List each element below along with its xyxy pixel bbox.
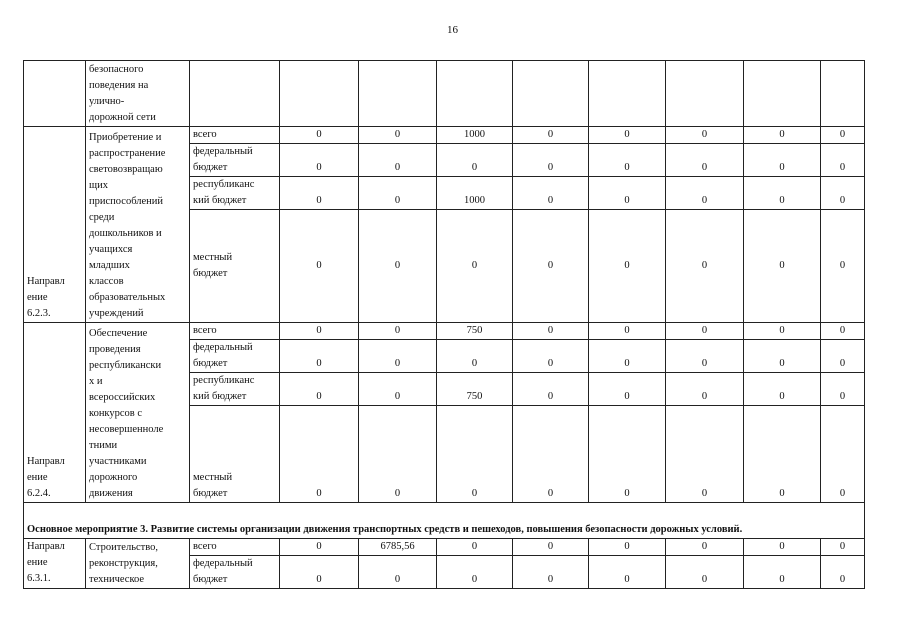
value-cell: 0: [513, 373, 589, 406]
value-cell: 0: [513, 556, 589, 589]
value-cell: 0: [437, 556, 513, 589]
funding-source: местный бюджет: [190, 406, 280, 503]
value-cell: 0: [513, 323, 589, 340]
value-cell: 6785,56: [359, 539, 437, 556]
direction-label: [24, 61, 86, 127]
value-cell: 0: [513, 177, 589, 210]
value-cell: 0: [666, 144, 744, 177]
program-table: [23, 60, 865, 589]
value-cell: 0: [744, 177, 821, 210]
value-cell: 0: [666, 210, 744, 323]
value-cell: 0: [437, 144, 513, 177]
direction-label: Направл ение 6.3.1.: [24, 539, 86, 589]
value-cell: 0: [437, 340, 513, 373]
value-cell: 0: [821, 373, 865, 406]
value-cell: 0: [437, 406, 513, 503]
direction-description: Приобретение и распространение световозвращаю щих приспособлений среди дошкольников и учащихся младших классов образовательных учреждений: [86, 127, 190, 323]
value-cell: 0: [359, 340, 437, 373]
value-cell: 0: [359, 406, 437, 503]
value-cell: 0: [280, 406, 359, 503]
table-row: [24, 539, 865, 556]
direction-description: безопасного поведения на улично- дорожной сети: [86, 61, 190, 127]
value-cell: 0: [359, 177, 437, 210]
value-cell: 0: [821, 210, 865, 323]
empty-cell: [744, 61, 821, 127]
direction-description: Обеспечение проведения республикански х и всероссийских конкурсов с несовершенноле тними участниками дорожного движения: [86, 323, 190, 503]
value-cell: 0: [744, 373, 821, 406]
value-cell: 0: [513, 127, 589, 144]
section-heading: Основное мероприятие 3. Развитие системы организации движения транспортных средств и пешеходов, повышения безопасности дорожных условий.: [24, 503, 865, 539]
value-cell: 0: [359, 323, 437, 340]
value-cell: 0: [744, 539, 821, 556]
value-cell: 0: [744, 340, 821, 373]
empty-cell: [513, 61, 589, 127]
value-cell: 0: [513, 406, 589, 503]
value-cell: 0: [744, 210, 821, 323]
empty-cell: [190, 61, 280, 127]
value-cell: 1000: [437, 177, 513, 210]
value-cell: 0: [359, 144, 437, 177]
value-cell: 0: [821, 406, 865, 503]
value-cell: 1000: [437, 127, 513, 144]
value-cell: 0: [437, 210, 513, 323]
funding-source: всего: [190, 539, 280, 556]
empty-cell: [666, 61, 744, 127]
value-cell: 750: [437, 373, 513, 406]
empty-cell: [589, 61, 666, 127]
value-cell: 0: [744, 556, 821, 589]
value-cell: 750: [437, 323, 513, 340]
value-cell: 0: [280, 127, 359, 144]
value-cell: 0: [589, 340, 666, 373]
empty-cell: [821, 61, 865, 127]
value-cell: 0: [744, 323, 821, 340]
value-cell: 0: [821, 144, 865, 177]
value-cell: 0: [513, 539, 589, 556]
funding-source: федеральный бюджет: [190, 340, 280, 373]
table-row: [24, 503, 865, 539]
value-cell: 0: [280, 556, 359, 589]
direction-description: Строительство, реконструкция, техническое: [86, 539, 190, 589]
value-cell: 0: [513, 210, 589, 323]
table-row: [24, 323, 865, 340]
value-cell: 0: [589, 556, 666, 589]
empty-cell: [359, 61, 437, 127]
value-cell: 0: [666, 539, 744, 556]
funding-source: республиканс кий бюджет: [190, 373, 280, 406]
value-cell: 0: [513, 340, 589, 373]
value-cell: 0: [821, 340, 865, 373]
value-cell: 0: [359, 556, 437, 589]
value-cell: 0: [589, 373, 666, 406]
funding-source: местный бюджет: [190, 210, 280, 323]
value-cell: 0: [280, 340, 359, 373]
value-cell: 0: [280, 373, 359, 406]
value-cell: 0: [589, 210, 666, 323]
page-number: 16: [447, 24, 458, 36]
value-cell: 0: [666, 340, 744, 373]
value-cell: 0: [359, 127, 437, 144]
value-cell: 0: [589, 323, 666, 340]
value-cell: 0: [821, 539, 865, 556]
value-cell: 0: [821, 127, 865, 144]
value-cell: 0: [359, 373, 437, 406]
value-cell: 0: [513, 144, 589, 177]
value-cell: 0: [589, 539, 666, 556]
value-cell: 0: [280, 177, 359, 210]
value-cell: 0: [589, 144, 666, 177]
value-cell: 0: [666, 323, 744, 340]
value-cell: 0: [666, 127, 744, 144]
value-cell: 0: [821, 323, 865, 340]
value-cell: 0: [744, 144, 821, 177]
value-cell: 0: [280, 323, 359, 340]
table-row: [24, 61, 865, 127]
funding-source: всего: [190, 127, 280, 144]
table-row: [24, 127, 865, 144]
funding-source: республиканс кий бюджет: [190, 177, 280, 210]
value-cell: 0: [280, 539, 359, 556]
value-cell: 0: [666, 556, 744, 589]
value-cell: 0: [821, 177, 865, 210]
value-cell: 0: [666, 406, 744, 503]
value-cell: 0: [589, 177, 666, 210]
direction-label: Направл ение 6.2.4.: [24, 323, 86, 503]
value-cell: 0: [589, 127, 666, 144]
value-cell: 0: [437, 539, 513, 556]
empty-cell: [437, 61, 513, 127]
value-cell: 0: [589, 406, 666, 503]
value-cell: 0: [280, 210, 359, 323]
funding-source: федеральный бюджет: [190, 556, 280, 589]
value-cell: 0: [666, 373, 744, 406]
value-cell: 0: [821, 556, 865, 589]
empty-cell: [280, 61, 359, 127]
value-cell: 0: [744, 127, 821, 144]
value-cell: 0: [744, 406, 821, 503]
funding-source: федеральный бюджет: [190, 144, 280, 177]
value-cell: 0: [280, 144, 359, 177]
funding-source: всего: [190, 323, 280, 340]
direction-label: Направл ение 6.2.3.: [24, 127, 86, 323]
value-cell: 0: [666, 177, 744, 210]
value-cell: 0: [359, 210, 437, 323]
